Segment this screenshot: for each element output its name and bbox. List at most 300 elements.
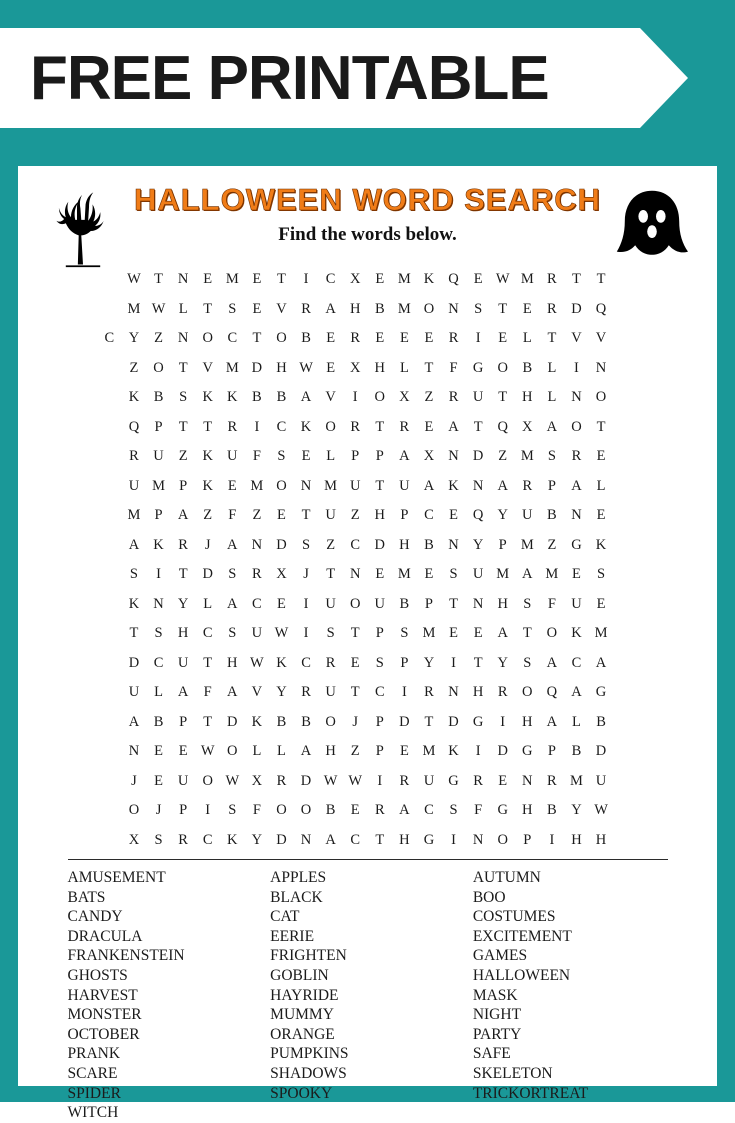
grid-letter: U bbox=[423, 772, 435, 789]
word-list-item: SCARE bbox=[67, 1064, 118, 1082]
grid-letter: U bbox=[571, 595, 582, 612]
word-list-item: FRIGHTEN bbox=[270, 947, 347, 965]
word-list-item: AUTUMN bbox=[472, 869, 541, 886]
grid-letter: A bbox=[325, 831, 336, 848]
grid-letter: T bbox=[572, 271, 581, 287]
grid-letter: B bbox=[252, 389, 262, 405]
grid-letter: Z bbox=[547, 536, 557, 553]
grid-letter: U bbox=[472, 566, 484, 582]
grid-letter: N bbox=[522, 772, 533, 789]
grid-letter: N bbox=[595, 359, 607, 376]
grid-letter: E bbox=[375, 566, 385, 582]
word-search-grid bbox=[73, 266, 663, 853]
grid-letter: C bbox=[350, 831, 361, 848]
word-list-item: APPLES bbox=[270, 869, 327, 886]
grid-letter: S bbox=[449, 802, 458, 818]
grid-letter: S bbox=[129, 566, 138, 582]
grid-cell-spacer bbox=[638, 414, 663, 441]
grid-letter: E bbox=[522, 300, 532, 317]
grid-letter: I bbox=[500, 713, 506, 730]
grid-letter: I bbox=[303, 271, 309, 287]
grid-letter: E bbox=[252, 271, 262, 287]
grid-letter: H bbox=[276, 359, 287, 376]
word-list-item: SKELETON bbox=[472, 1064, 553, 1082]
grid-cell-spacer bbox=[97, 473, 122, 500]
grid-cell-spacer bbox=[73, 768, 98, 795]
grid-letter: M bbox=[545, 566, 559, 582]
grid-letter: Z bbox=[178, 448, 188, 464]
grid-cell-spacer bbox=[73, 384, 98, 411]
grid-letter: D bbox=[300, 772, 312, 789]
grid-letter: W bbox=[250, 654, 264, 671]
grid-letter: L bbox=[326, 448, 336, 464]
grid-letter: T bbox=[178, 566, 188, 582]
grid-letter: T bbox=[301, 507, 311, 523]
banner-title: FREE PRINTABLE bbox=[30, 43, 549, 113]
word-list-item: BLACK bbox=[270, 888, 323, 906]
grid-letter: T bbox=[449, 595, 458, 612]
grid-letter: P bbox=[154, 507, 163, 523]
grid-letter: C bbox=[571, 654, 582, 671]
grid-letter: N bbox=[472, 477, 484, 494]
grid-letter: C bbox=[374, 684, 385, 700]
grid-cell-spacer bbox=[613, 679, 638, 706]
grid-letter: R bbox=[252, 566, 262, 582]
word-list-item: GHOSTS bbox=[67, 966, 128, 984]
grid-letter: M bbox=[496, 566, 510, 582]
grid-letter: T bbox=[596, 418, 606, 435]
grid-letter: E bbox=[596, 595, 606, 612]
grid-letter: A bbox=[227, 595, 238, 612]
grid-cell-spacer bbox=[73, 797, 98, 824]
grid-letter: Y bbox=[571, 802, 582, 818]
grid-letter: N bbox=[571, 389, 582, 405]
grid-letter: N bbox=[177, 330, 189, 346]
worksheet-sheet bbox=[18, 166, 717, 1122]
grid-letter: R bbox=[448, 330, 459, 346]
grid-letter: S bbox=[523, 654, 532, 671]
word-list-item: GAMES bbox=[472, 947, 528, 965]
grid-letter: O bbox=[423, 300, 435, 317]
grid-letter: U bbox=[227, 448, 238, 464]
grid-letter: L bbox=[547, 359, 557, 376]
word-list-item: MASK bbox=[472, 986, 518, 1004]
grid-letter: T bbox=[178, 359, 188, 376]
grid-letter: O bbox=[325, 713, 336, 730]
grid-letter: F bbox=[252, 448, 261, 464]
grid-letter: S bbox=[154, 831, 163, 848]
grid-letter: E bbox=[154, 772, 163, 789]
grid-letter: S bbox=[277, 448, 286, 464]
grid-letter: N bbox=[177, 271, 189, 287]
grid-letter: S bbox=[228, 300, 237, 317]
grid-letter: Y bbox=[472, 536, 484, 553]
grid-letter: Q bbox=[546, 684, 558, 700]
grid-letter: T bbox=[473, 418, 483, 435]
grid-letter: H bbox=[497, 595, 508, 612]
grid-cell-spacer bbox=[97, 738, 122, 765]
grid-cell-spacer bbox=[613, 620, 638, 647]
grid-letter: M bbox=[397, 271, 411, 287]
grid-letter: H bbox=[472, 684, 484, 700]
grid-letter: S bbox=[154, 625, 163, 641]
grid-cell-spacer bbox=[638, 296, 663, 323]
grid-letter: P bbox=[351, 448, 360, 464]
grid-letter: S bbox=[228, 625, 237, 641]
grid-letter: H bbox=[522, 713, 533, 730]
grid-letter: Q bbox=[595, 300, 607, 317]
word-list-item: PUMPKINS bbox=[270, 1045, 349, 1063]
worksheet-header bbox=[32, 182, 703, 262]
grid-letter: W bbox=[127, 271, 141, 287]
grid-cell-spacer bbox=[613, 827, 638, 854]
grid-letter: T bbox=[154, 271, 163, 287]
grid-letter: T bbox=[547, 330, 557, 346]
grid-cell-spacer bbox=[97, 768, 122, 795]
grid-letter: O bbox=[546, 625, 558, 641]
grid-letter: Q bbox=[472, 507, 484, 523]
grid-letter: A bbox=[300, 743, 312, 759]
grid-letter: E bbox=[498, 772, 508, 789]
word-list-item: EERIE bbox=[270, 927, 315, 945]
grid-letter: M bbox=[324, 477, 338, 494]
grid-letter: T bbox=[498, 389, 508, 405]
grid-letter: V bbox=[202, 359, 213, 376]
grid-cell-spacer bbox=[73, 591, 98, 618]
grid-cell-spacer bbox=[97, 414, 122, 441]
grid-letter: R bbox=[399, 418, 410, 435]
grid-cell-spacer bbox=[613, 414, 638, 441]
grid-cell-spacer bbox=[638, 709, 663, 736]
grid-cell-spacer bbox=[613, 797, 638, 824]
grid-letter: G bbox=[571, 536, 582, 553]
grid-letter: T bbox=[375, 831, 385, 848]
grid-letter: I bbox=[451, 654, 456, 671]
grid-letter: C bbox=[104, 330, 115, 346]
grid-letter: Y bbox=[497, 507, 508, 523]
grid-cell-spacer bbox=[73, 355, 98, 382]
grid-letter: E bbox=[424, 330, 434, 346]
grid-letter: O bbox=[276, 477, 287, 494]
grid-letter: A bbox=[128, 713, 140, 730]
grid-letter: U bbox=[399, 477, 410, 494]
grid-letter: P bbox=[179, 477, 188, 494]
grid-letter: N bbox=[472, 831, 484, 848]
grid-cell-spacer bbox=[97, 561, 122, 588]
grid-letter: I bbox=[377, 772, 383, 789]
grid-letter: D bbox=[276, 831, 287, 848]
grid-letter: N bbox=[300, 477, 312, 494]
grid-letter: V bbox=[251, 684, 263, 700]
grid-letter: R bbox=[350, 418, 361, 435]
grid-letter: C bbox=[325, 271, 336, 287]
grid-letter: T bbox=[203, 418, 213, 435]
grid-cell-spacer bbox=[97, 827, 122, 854]
grid-letter: B bbox=[571, 743, 582, 759]
grid-letter: I bbox=[254, 418, 260, 435]
grid-letter: J bbox=[131, 772, 137, 789]
grid-letter: O bbox=[595, 389, 607, 405]
grid-letter: E bbox=[326, 359, 336, 376]
word-list-item: BATS bbox=[67, 888, 106, 906]
grid-letter: H bbox=[325, 743, 336, 759]
grid-letter: K bbox=[227, 389, 238, 405]
grid-letter: T bbox=[424, 713, 434, 730]
grid-letter: P bbox=[375, 625, 384, 641]
grid-letter: T bbox=[129, 625, 139, 641]
grid-letter: C bbox=[202, 625, 213, 641]
grid-cell-spacer bbox=[73, 738, 98, 765]
grid-cell-spacer bbox=[97, 650, 122, 677]
grid-cell-spacer bbox=[73, 620, 98, 647]
ghost-icon bbox=[609, 186, 695, 266]
grid-letter: K bbox=[128, 595, 140, 612]
grid-letter: C bbox=[227, 330, 238, 346]
grid-letter: Q bbox=[497, 418, 508, 435]
grid-letter: H bbox=[177, 625, 189, 641]
grid-letter: D bbox=[497, 743, 508, 759]
grid-letter: P bbox=[523, 831, 532, 848]
word-list-item: AMUSEMENT bbox=[67, 869, 166, 886]
grid-letter: F bbox=[228, 507, 237, 523]
grid-letter: U bbox=[177, 772, 189, 789]
grid-letter: O bbox=[571, 418, 582, 435]
grid-letter: E bbox=[178, 743, 188, 759]
grid-letter: C bbox=[424, 507, 434, 523]
grid-letter: A bbox=[546, 418, 558, 435]
grid-letter: X bbox=[128, 831, 140, 848]
grid-letter: P bbox=[179, 802, 188, 818]
grid-cell-spacer bbox=[638, 266, 663, 293]
word-list-item: SPOOKY bbox=[270, 1084, 333, 1102]
grid-letter: U bbox=[251, 625, 263, 641]
grid-letter: W bbox=[200, 743, 215, 759]
grid-letter: N bbox=[472, 595, 484, 612]
grid-letter: R bbox=[301, 684, 311, 700]
grid-letter: A bbox=[595, 654, 607, 671]
grid-letter: T bbox=[178, 418, 188, 435]
grid-cell-spacer bbox=[638, 355, 663, 382]
grid-cell-spacer bbox=[97, 620, 122, 647]
grid-letter: R bbox=[424, 684, 434, 700]
grid-letter: X bbox=[276, 566, 287, 582]
grid-letter: E bbox=[399, 743, 409, 759]
grid-letter: K bbox=[128, 389, 140, 405]
grid-cell-spacer bbox=[638, 325, 663, 352]
grid-letter: K bbox=[251, 713, 263, 730]
grid-letter: A bbox=[300, 389, 312, 405]
grid-letter: I bbox=[475, 330, 481, 346]
grid-letter: D bbox=[374, 536, 386, 553]
grid-letter: E bbox=[350, 802, 360, 818]
grid-letter: D bbox=[227, 713, 238, 730]
grid-cell-spacer bbox=[73, 296, 98, 323]
grid-letter: H bbox=[595, 831, 607, 848]
grid-letter: B bbox=[424, 536, 434, 553]
grid-letter: J bbox=[155, 802, 162, 818]
grid-letter: T bbox=[522, 625, 532, 641]
grid-cell-spacer bbox=[638, 827, 663, 854]
word-list-item: PRANK bbox=[67, 1045, 121, 1063]
grid-letter: M bbox=[127, 507, 141, 523]
grid-letter: O bbox=[202, 330, 213, 346]
grid-letter: I bbox=[205, 802, 211, 818]
grid-letter: Z bbox=[350, 507, 360, 523]
grid-letter: F bbox=[474, 802, 483, 818]
grid-letter: F bbox=[203, 684, 212, 700]
grid-letter: B bbox=[301, 713, 311, 730]
grid-letter: C bbox=[424, 802, 434, 818]
word-list-item: DRACULA bbox=[67, 927, 143, 945]
grid-letter: W bbox=[299, 359, 313, 376]
grid-letter: A bbox=[128, 536, 140, 553]
grid-letter: O bbox=[128, 802, 140, 818]
grid-letter: B bbox=[276, 389, 287, 405]
grid-letter: S bbox=[523, 595, 532, 612]
grid-letter: T bbox=[375, 418, 385, 435]
grid-letter: B bbox=[547, 507, 557, 523]
grid-letter: P bbox=[400, 654, 409, 671]
grid-letter: T bbox=[596, 271, 606, 287]
grid-cell-spacer bbox=[638, 797, 663, 824]
grid-letter: P bbox=[498, 536, 507, 553]
grid-letter: R bbox=[350, 330, 361, 346]
grid-letter: I bbox=[303, 625, 309, 641]
grid-cell-spacer bbox=[613, 296, 638, 323]
word-list bbox=[68, 868, 668, 1123]
word-list-item: HALLOWEEN bbox=[472, 966, 571, 984]
grid-letter: T bbox=[252, 330, 262, 346]
grid-letter: T bbox=[375, 477, 385, 494]
grid-letter: U bbox=[128, 684, 140, 700]
grid-letter: R bbox=[178, 536, 188, 553]
grid-letter: S bbox=[597, 566, 606, 582]
grid-letter: B bbox=[547, 802, 557, 818]
word-list-item: SPIDER bbox=[67, 1084, 121, 1102]
grid-letter: A bbox=[227, 536, 238, 553]
grid-letter: G bbox=[595, 684, 607, 700]
grid-letter: T bbox=[498, 300, 508, 317]
grid-cell-spacer bbox=[73, 679, 98, 706]
grid-cell-spacer bbox=[613, 709, 638, 736]
grid-letter: U bbox=[374, 595, 386, 612]
grid-letter: J bbox=[352, 713, 359, 730]
grid-letter: H bbox=[374, 359, 386, 376]
grid-letter: H bbox=[349, 300, 361, 317]
grid-letter: D bbox=[571, 300, 582, 317]
grid-letter: M bbox=[594, 625, 608, 641]
grid-letter: O bbox=[522, 684, 533, 700]
grid-letter: A bbox=[497, 625, 508, 641]
grid-letter: K bbox=[276, 654, 287, 671]
grid-letter: B bbox=[399, 595, 410, 612]
grid-letter: A bbox=[522, 566, 533, 582]
grid-letter: R bbox=[571, 448, 582, 464]
grid-letter: M bbox=[422, 743, 436, 759]
grid-letter: L bbox=[572, 713, 581, 730]
grid-letter: N bbox=[571, 507, 582, 523]
grid-letter: E bbox=[596, 448, 606, 464]
grid-cell-spacer bbox=[97, 502, 122, 529]
grid-letter: R bbox=[547, 300, 557, 317]
grid-letter: R bbox=[399, 772, 410, 789]
word-list-item: ORANGE bbox=[270, 1025, 335, 1043]
grid-letter: M bbox=[520, 271, 534, 287]
word-list-item: CAT bbox=[270, 908, 300, 926]
grid-letter: A bbox=[448, 418, 459, 435]
grid-letter: W bbox=[495, 271, 510, 287]
grid-letter: D bbox=[251, 359, 263, 376]
dead-tree-icon bbox=[40, 182, 126, 268]
grid-cell-spacer bbox=[613, 355, 638, 382]
grid-letter: G bbox=[423, 831, 435, 848]
grid-letter: K bbox=[300, 418, 312, 435]
word-list-item: NIGHT bbox=[472, 1006, 522, 1024]
grid-letter: E bbox=[473, 271, 483, 287]
grid-letter: O bbox=[202, 772, 213, 789]
grid-letter: S bbox=[302, 536, 311, 553]
grid-cell-spacer bbox=[97, 355, 122, 382]
grid-letter: O bbox=[300, 802, 312, 818]
grid-letter: N bbox=[448, 300, 459, 317]
word-list-item: EXCITEMENT bbox=[472, 927, 572, 945]
grid-letter: A bbox=[227, 684, 238, 700]
grid-cell-spacer bbox=[97, 532, 122, 559]
grid-letter: N bbox=[153, 595, 164, 612]
grid-letter: L bbox=[277, 743, 286, 759]
grid-cell-spacer bbox=[613, 768, 638, 795]
grid-letter: S bbox=[326, 625, 335, 641]
grid-letter: Z bbox=[203, 507, 213, 523]
grid-cell-spacer bbox=[638, 620, 663, 647]
grid-letter: W bbox=[594, 802, 608, 818]
grid-letter: Y bbox=[128, 330, 140, 346]
grid-letter: K bbox=[448, 477, 459, 494]
grid-letter: Q bbox=[128, 418, 140, 435]
grid-letter: K bbox=[227, 831, 238, 848]
word-list-column-1 bbox=[68, 868, 263, 1123]
grid-letter: U bbox=[522, 507, 533, 523]
grid-letter: L bbox=[178, 300, 188, 317]
grid-letter: E bbox=[227, 477, 237, 494]
grid-letter: O bbox=[153, 359, 164, 376]
grid-cell-spacer bbox=[638, 591, 663, 618]
grid-letter: G bbox=[472, 359, 484, 376]
grid-letter: Q bbox=[448, 271, 459, 287]
grid-letter: X bbox=[349, 359, 361, 376]
grid-letter: L bbox=[399, 359, 409, 376]
grid-letter: N bbox=[448, 684, 459, 700]
puzzle-title: HALLOWEEN WORD SEARCH bbox=[133, 182, 602, 217]
grid-letter: Z bbox=[498, 448, 508, 464]
word-list-item: GOBLIN bbox=[270, 966, 329, 984]
grid-letter: E bbox=[498, 330, 508, 346]
grid-letter: K bbox=[423, 271, 435, 287]
grid-letter: E bbox=[277, 507, 286, 523]
grid-letter: D bbox=[128, 654, 140, 671]
grid-cell-spacer bbox=[73, 561, 98, 588]
grid-letter: J bbox=[303, 566, 309, 582]
grid-letter: A bbox=[423, 477, 435, 494]
grid-letter: D bbox=[448, 713, 459, 730]
grid-letter: E bbox=[424, 566, 434, 582]
word-list-item: HAYRIDE bbox=[270, 986, 339, 1004]
grid-letter: P bbox=[424, 595, 433, 612]
grid-letter: R bbox=[129, 448, 139, 464]
grid-letter: R bbox=[522, 477, 533, 494]
grid-letter: R bbox=[547, 271, 557, 287]
grid-cell-spacer bbox=[613, 650, 638, 677]
